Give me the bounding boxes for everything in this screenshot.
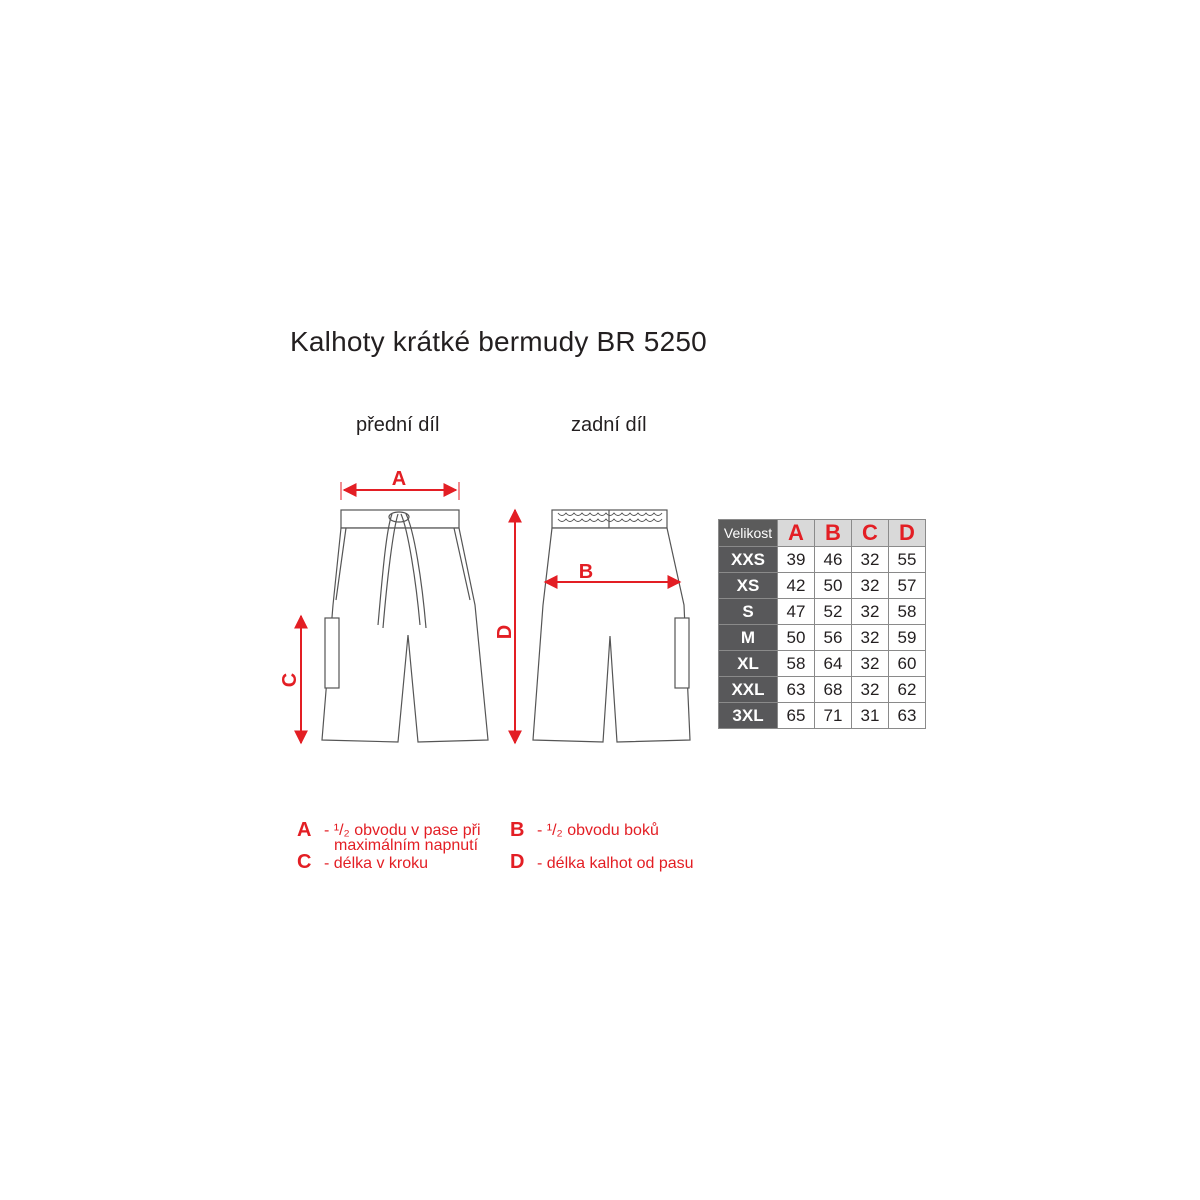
legend-text-a-line2: maximálním napnutí — [334, 837, 479, 854]
value-cell: 52 — [815, 599, 852, 625]
column-header-a: A — [778, 520, 815, 547]
value-cell: 32 — [852, 651, 889, 677]
dimension-c-label: C — [279, 672, 301, 688]
column-header-b: B — [815, 520, 852, 547]
legend-key-c: C — [297, 851, 312, 873]
value-cell: 32 — [852, 573, 889, 599]
value-cell: 32 — [852, 547, 889, 573]
value-cell: 32 — [852, 677, 889, 703]
value-cell: 68 — [815, 677, 852, 703]
value-cell: 59 — [889, 625, 926, 651]
value-cell: 58 — [889, 599, 926, 625]
value-cell: 57 — [889, 573, 926, 599]
value-cell: 46 — [815, 547, 852, 573]
size-cell: XXS — [719, 547, 778, 573]
value-cell: 63 — [889, 703, 926, 729]
table-row — [719, 547, 926, 573]
back-shorts-illustration — [533, 510, 690, 742]
dimension-a-label: A — [391, 468, 407, 490]
front-view-label: přední díl — [356, 414, 440, 436]
legend-key-a: A — [297, 819, 312, 841]
size-cell: 3XL — [719, 703, 778, 729]
table-row — [719, 599, 926, 625]
page-title: Kalhoty krátké bermudy BR 5250 — [290, 326, 707, 357]
legend-text-b: - ¹/₂ obvodu boků — [537, 822, 659, 839]
value-cell: 58 — [778, 651, 815, 677]
size-cell: XS — [719, 573, 778, 599]
value-cell: 50 — [778, 625, 815, 651]
size-table — [718, 519, 926, 729]
value-cell: 62 — [889, 677, 926, 703]
column-header-d: D — [889, 520, 926, 547]
legend-text-c: - délka v kroku — [324, 855, 429, 872]
legend-text-a-line1: - ¹/₂ obvodu v pase při — [324, 822, 481, 839]
value-cell: 39 — [778, 547, 815, 573]
table-row — [719, 703, 926, 729]
value-cell: 65 — [778, 703, 815, 729]
value-cell: 32 — [852, 599, 889, 625]
value-cell: 42 — [778, 573, 815, 599]
table-row — [719, 677, 926, 703]
size-cell: S — [719, 599, 778, 625]
front-shorts-illustration — [322, 510, 488, 742]
value-cell: 31 — [852, 703, 889, 729]
value-cell: 60 — [889, 651, 926, 677]
legend-text-d: - délka kalhot od pasu — [537, 855, 694, 872]
value-cell: 64 — [815, 651, 852, 677]
dimension-d-label: D — [494, 624, 516, 640]
value-cell: 56 — [815, 625, 852, 651]
legend-key-d: D — [510, 851, 525, 873]
value-cell: 32 — [852, 625, 889, 651]
value-cell: 71 — [815, 703, 852, 729]
size-cell: XXL — [719, 677, 778, 703]
back-view-label: zadní díl — [571, 414, 647, 436]
value-cell: 50 — [815, 573, 852, 599]
table-corner-label: Velikost — [719, 520, 778, 547]
value-cell: 47 — [778, 599, 815, 625]
table-header-row — [719, 520, 926, 547]
legend-key-b: B — [510, 819, 525, 841]
value-cell: 63 — [778, 677, 815, 703]
table-row — [719, 625, 926, 651]
table-row — [719, 573, 926, 599]
table-row — [719, 651, 926, 677]
value-cell: 55 — [889, 547, 926, 573]
column-header-c: C — [852, 520, 889, 547]
size-cell: M — [719, 625, 778, 651]
size-cell: XL — [719, 651, 778, 677]
dimension-b-label: B — [578, 561, 594, 583]
